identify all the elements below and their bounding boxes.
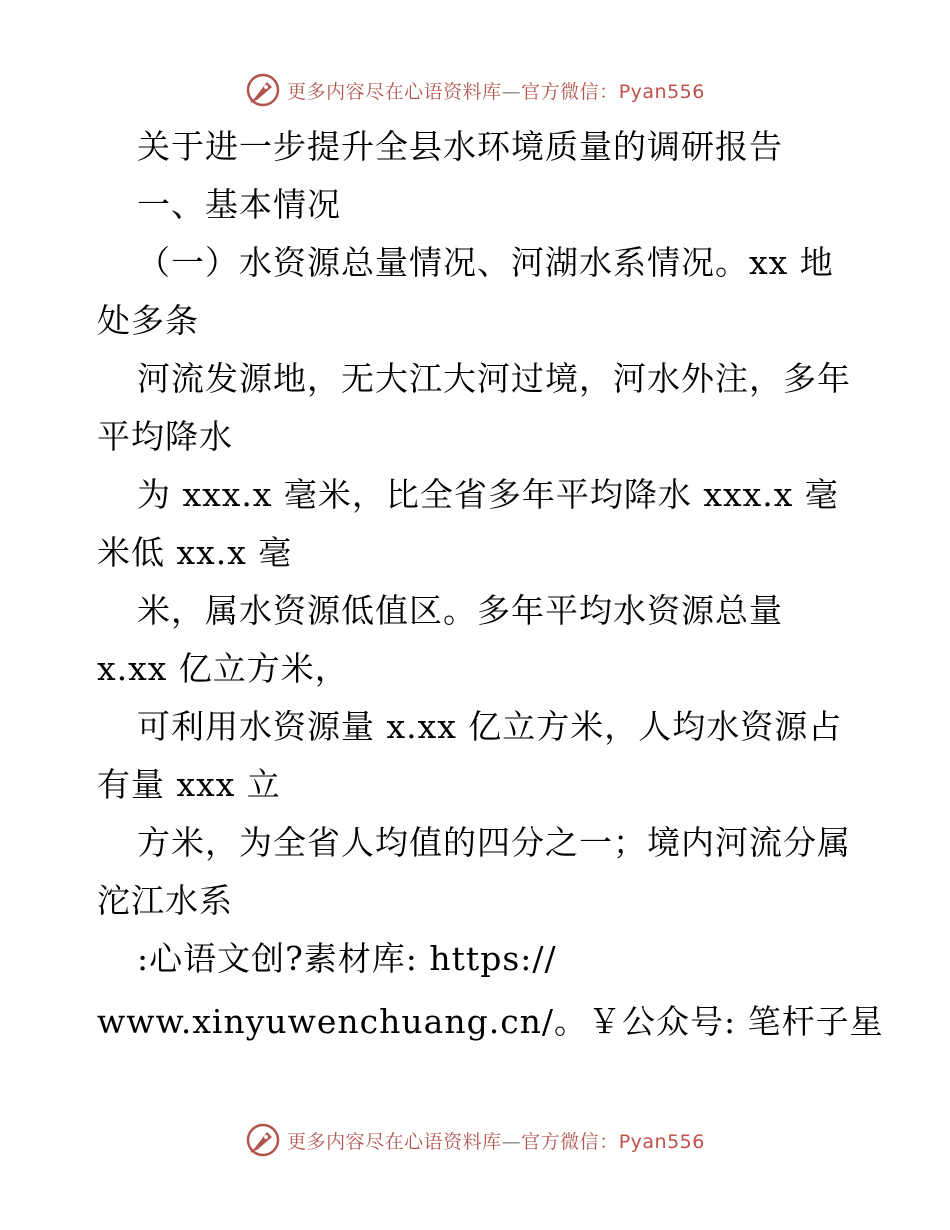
document-title: 关于进一步提升全县水环境质量的调研报告 (137, 127, 783, 166)
footer-watermark (0, 1120, 950, 1160)
paragraph-line: 处多条 (97, 301, 199, 340)
paragraph-line: 有量 xxx 立 (97, 765, 281, 804)
paragraph-line: （一）水资源总量情况、河湖水系情况。xx 地 (137, 243, 834, 282)
paragraph-line: 沱江水系 (97, 881, 233, 920)
section-heading: 一、基本情况 (137, 185, 341, 224)
paragraph-line: 米低 xx.x 毫 (97, 533, 293, 572)
source-note-line: :心语文创?素材库: https:// (137, 939, 557, 978)
fountain-pen-nib-icon (245, 72, 281, 108)
fountain-pen-nib-icon (245, 1122, 281, 1158)
paragraph-line: 米，属水资源低值区。多年平均水资源总量 (137, 591, 783, 630)
header-watermark (0, 70, 950, 110)
paragraph-line: 可利用水资源量 x.xx 亿立方米，人均水资源占 (137, 707, 843, 746)
watermark-text: 更多内容尽在心语资料库—官方微信：Pyan556 (287, 80, 705, 103)
paragraph-line: 为 xxx.x 毫米，比全省多年平均降水 xxx.x 毫 (137, 475, 839, 514)
paragraph-line: x.xx 亿立方米， (97, 649, 349, 688)
watermark-text: 更多内容尽在心语资料库—官方微信：Pyan556 (287, 1130, 705, 1153)
paragraph-line: 方米，为全省人均值的四分之一；境内河流分属 (137, 823, 851, 862)
paragraph-line: 平均降水 (97, 417, 233, 456)
source-url-line: www.xinyuwenchuang.cn/。￥公众号: 笔杆子星 (97, 1002, 884, 1041)
paragraph-line: 河流发源地，无大江大河过境，河水外注，多年 (137, 359, 851, 398)
